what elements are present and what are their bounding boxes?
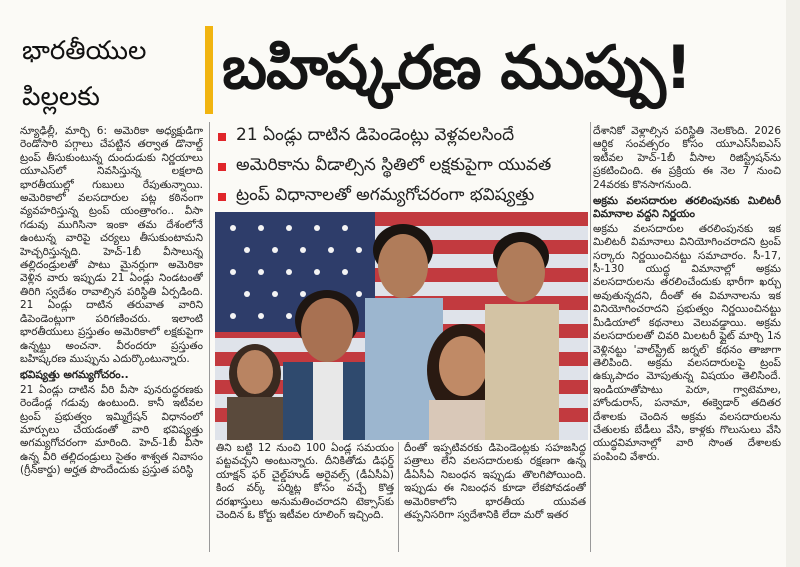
left-paragraph-1: న్యూఢిల్లీ, మార్చి 6: అమెరికా అధ్యక్షుడిగా రెండోసారి పగ్గాలు చేపట్టిన తర్వాత డొనాల్డ్ ట్రంప్ తీసుకుంటున్న దుందుడుకు నిర్ణయాలు యూఎస్‌లో నివసిస్తున్న లక్షలాది భారతీయుల్లో గుబులు రేపుతున్నాయి. అమెరికాలో వలసదారుల పట్ల కఠినంగా వ్యవహరిస్తున్న ట్రంప్ యంత్రాంగం.. వీసా గడువు ముగిసినా ఇంకా తమ దేశంలోనే ఉంటున్న వారిపై చర్యలు తీసుకుంటామని హెచ్చరిస్తున్నది. హెచ్-1బీ వీసాలున్న తల్లిదండ్రులతో పాటు మైనర్లుగా అమెరికా వెళ్లిన వారు ఇప్పుడు 21 ఏండ్లు నిండటంతో తిరిగి స్వదేశం రావాల్సిన పరిస్థితి ఏర్పడింది. 21 ఏండ్లు దాటిన తరువాత వారిని డిపెండెంట్లుగా పరిగణించరు. ఇలాంటి భారతీయులు ప్రస్తుతం అమెరికాలో లక్షకుపైగా ఉన్నట్టు అంచనా. వీరందరూ ప్రస్తుతం బహిష్కరణ ముప్పును ఎదుర్కొంటున్నారు. <box>20 125 203 365</box>
left-subheading: భవిష్యత్తు అగమ్యగోచరం.. <box>20 369 129 382</box>
bullet-item <box>216 152 588 182</box>
right-paragraph-2: అక్రమ వలసదారుల తరలింపునకు ఇక మిలిటరీ విమానాలు వినియోగించరాదని ట్రంప్ సర్కారు నిర్ణయించినట్టు సమాచారం. సీ-17, సీ-130 యుద్ధ విమానాల్లో అక్రమ వలసదారులను తరలించేందుకు భారీగా ఖర్చు అవుతున్నదని, దీంతో ఈ విమానాలను ఇక వినియోగించరాదని ప్రభుత్వం నిర్ణయించినట్టు మీడియాలో కథనాలు వెలువడ్డాయి. అక్రమ వలసదారులతో చివరి మిలటరీ ఫ్లైట్ మార్చి 1న వెళ్లినట్టు 'వాల్‌స్ట్రీట్ జర్నల్' కథనం తాజాగా తెలిపింది. అక్రమ వలసదారులపై ట్రంప్ ఉక్కుపాదం మోపుతున్న విషయం తెలిసిందే. ఇండియాతోపాటు పెరూ, గ్వాటెమాల, హోండురాస్, పనామా, ఈక్వెడార్ తదితర దేశాలకు చెందిన అక్రమ వలసదారులను చేతులకు బేడీలు వేసి, కాళ్లకు గొలుసులు వేసి యుద్ధవిమానాల్లో వారి సొంత దేశాలకు పంపించి వేశారు. <box>593 222 781 463</box>
below-image-column-b <box>404 442 586 552</box>
kicker-text: భారతీయుల పిల్లలకు <box>22 36 147 112</box>
accent-bar <box>205 26 213 114</box>
red-square-icon <box>218 193 226 201</box>
right-column <box>593 125 781 555</box>
red-square-icon <box>218 163 226 171</box>
bullet-item <box>216 122 588 152</box>
bullet-list <box>216 122 588 212</box>
below-image-column-a <box>216 442 394 552</box>
bullet-text: ట్రంప్ విధానాలతో అగమ్యగోచరంగా భవిష్యత్తు <box>236 185 535 205</box>
red-square-icon <box>218 133 226 141</box>
bullet-text: అమెరికాను వీడాల్సిన స్థితిలో లక్షకుపైగా యువత <box>236 155 552 175</box>
column-divider <box>590 122 591 552</box>
left-column <box>20 125 203 547</box>
page-edge <box>786 0 800 567</box>
headline: బహిష్కరణ ముప్పు! <box>222 33 692 103</box>
right-paragraph-1: దేశానికో వెళ్లాల్సిన పరిస్థితి నెలకొంది. 2026 ఆర్థిక సంవత్సరం కోసం యూఎస్‌సీఐఎస్ ఇటీవల హెచ్-1బీ వీసాల రిజిస్ట్రేషన్‌ను ప్రకటించింది. ఈ ప్రక్రియ ఈ నెల 7 నుంచి 24వరకు కొనసాగనుంది. <box>593 125 781 191</box>
column-divider <box>209 122 210 552</box>
column-divider <box>398 442 399 552</box>
photo-illustration <box>215 212 588 440</box>
bullet-text: 21 ఏండ్లు దాటిన డిపెండెంట్లు వెళ్లవలసిందే <box>236 125 515 145</box>
news-photo <box>215 212 588 440</box>
left-paragraph-2: 21 ఏండ్లు దాటిన వీరి వీసా పునరుద్ధరణకు రెండేండ్ల గడువు ఉంటుంది. కానీ ఇటీవల ట్రంప్ ప్రభుత్వం ఇమ్మిగ్రేషన్ విధానంలో మార్పులు చేయడంతో వారి భవిష్యత్తు అగమ్యగోచరంగా మారింది. హెచ్-1బీ వీసా ఉన్న వీరి తల్లిదండ్రులు సైతం శాశ్వత నివాసం (గ్రీన్‌కార్డు) అర్హత పొందేందుకు ప్రస్తుత పరిస్థి <box>20 383 203 477</box>
below-paragraph-b: దీంతో ఇప్పటివరకు డిపెండెంట్లకు సహజసిద్ధ పత్రాలు లేని వలసదారులకు రక్షణగా ఉన్న డీఏసీఏ నిబంధన ఇప్పుడు తొలగిపోయింది. ఇప్పుడు ఈ నిబంధన కూడా లేకపోవడంతో అమెరికాలోని భారతీయ యువత తప్పనిసరిగా స్వదేశానికి లేదా మరో ఇతర <box>404 442 586 522</box>
below-paragraph-a: తిని బట్టి 12 నుంచి 100 ఏండ్ల సమయం పట్టవచ్చని అంటున్నారు. దీనికితోడు డిఫర్డ్ యాక్షన్ ఫర్ చైల్డ్‌హుడ్ అరైవల్స్ (డీఏసీఏ) కింద వర్క్ పర్మిట్ల కోసం వచ్చే కొత్త దరఖాస్తులు అనుమతించరాదని టెక్సాస్‌కు చెందిన ఓ కోర్టు ఇటీవల రూలింగ్ ఇచ్చింది. <box>216 442 394 522</box>
bullet-item <box>216 182 588 212</box>
right-subheading: అక్రమ వలసదారుల తరలింపునకు మిలిటరీ విమానాల వద్దని నిర్ణయం <box>593 195 781 221</box>
